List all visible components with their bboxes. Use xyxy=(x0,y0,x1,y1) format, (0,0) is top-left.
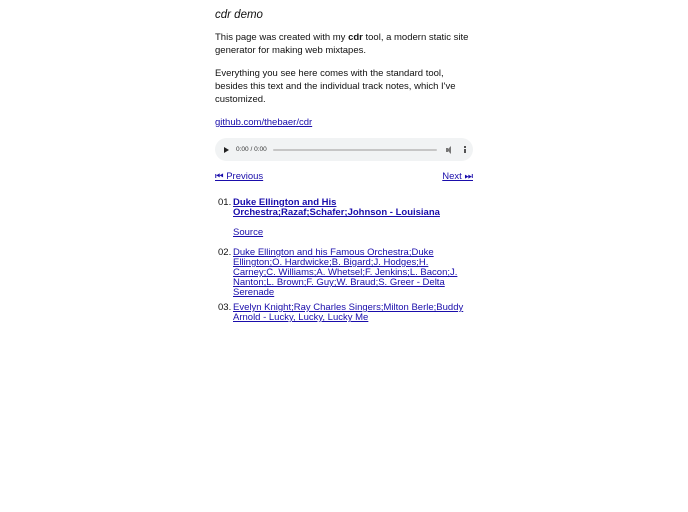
track-item xyxy=(215,198,473,238)
track-navigation xyxy=(215,171,473,183)
track-link[interactable]: Evelyn Knight;Ray Charles Singers;Milton Berle;Buddy Arnold - Lucky, Lucky, Lucky Me xyxy=(233,302,464,323)
repo-link[interactable]: github.com/thebaer/cdr xyxy=(215,117,313,128)
audio-player[interactable] xyxy=(215,138,473,161)
tool-name: cdr xyxy=(348,32,363,43)
track-number: 03. xyxy=(218,302,232,313)
track-item xyxy=(215,248,473,298)
progress-scrubber[interactable] xyxy=(273,149,437,151)
track-link[interactable]: Duke Ellington and His Orchestra;Razaf;Schafer;Johnson - Louisiana xyxy=(233,197,440,218)
intro-paragraph xyxy=(215,31,473,57)
time-display: 0:00 / 0:00 xyxy=(236,146,267,153)
track-item xyxy=(215,303,473,323)
page xyxy=(215,0,473,323)
page-title: cdr demo xyxy=(215,9,263,21)
info-paragraph: Everything you see here comes with the standard tool, besides this text and the individual track notes, which I've customized. xyxy=(215,68,456,105)
track-link[interactable]: Duke Ellington and his Famous Orchestra;Duke Ellington;O. Hardwicke;B. Bigard;J. Hodges;H. Carney;C. Williams;A. Whetsel;F. Jenkins;L. Bacon;J. Nanton;L. Brown;F. Guy;W. Braud;S. Greer - Delta Serenade xyxy=(233,247,458,298)
intro-text-start: This page was created with my xyxy=(215,32,349,43)
track-source-link[interactable]: Source xyxy=(233,227,264,238)
next-link[interactable]: Next ⏭ xyxy=(442,171,473,182)
repo-link-paragraph xyxy=(215,116,473,129)
previous-link[interactable]: ⏮ Previous xyxy=(215,171,264,182)
more-icon[interactable] xyxy=(464,146,466,153)
track-number: 01. xyxy=(218,197,232,208)
play-icon[interactable] xyxy=(224,147,229,153)
intro-text-end: tool, a modern static site generator for making web mixtapes. xyxy=(215,32,469,56)
track-number: 02. xyxy=(218,247,232,258)
volume-icon[interactable] xyxy=(446,146,455,154)
track-list xyxy=(215,198,473,323)
